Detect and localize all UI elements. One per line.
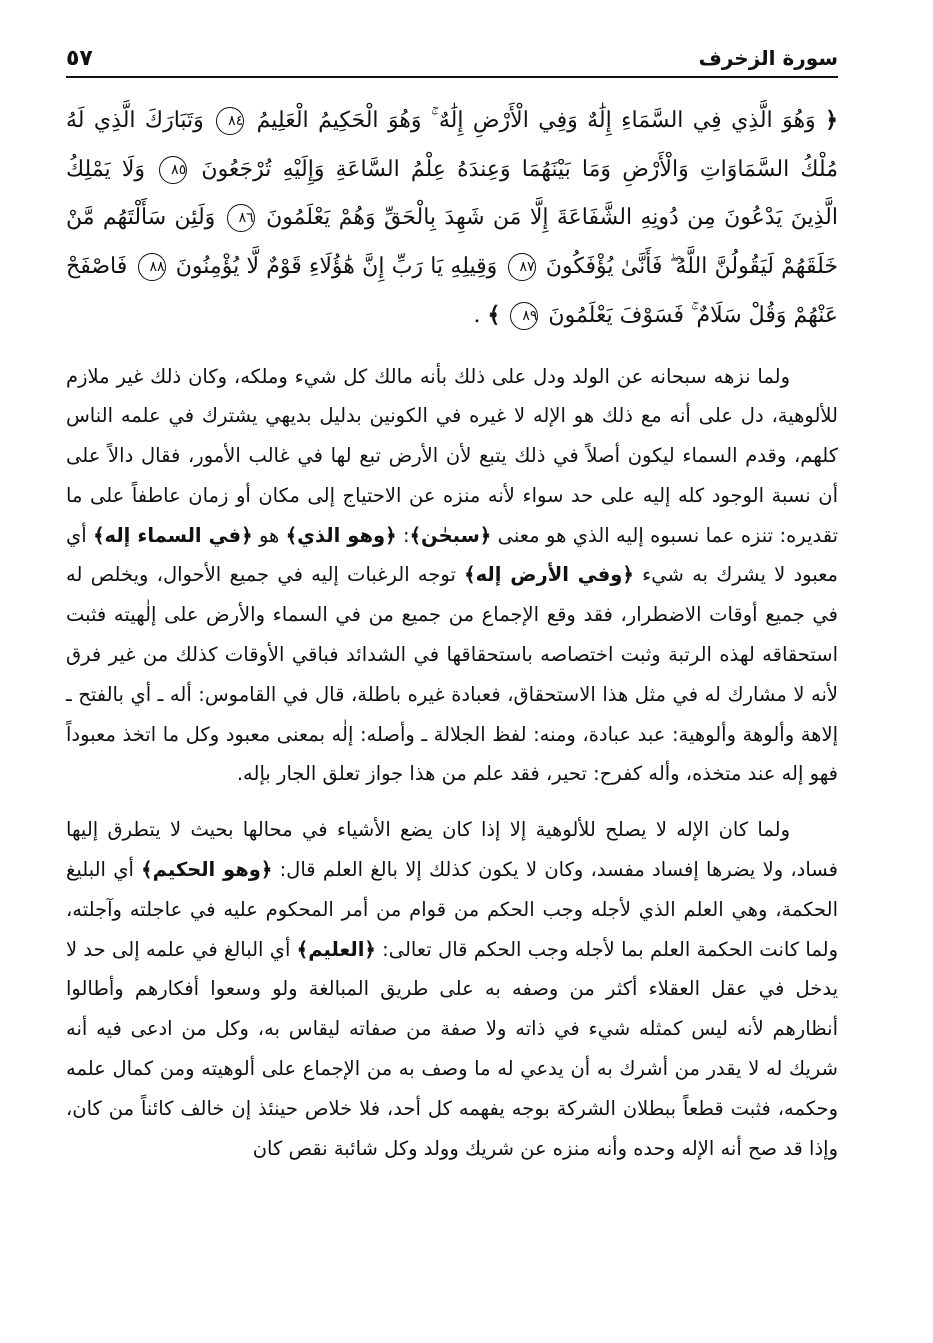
- quoted-phrase: ﴿في السماء إله﴾: [93, 523, 253, 547]
- verse-text: فَاصْفَحْ عَنْهُمْ وَقُلْ سَلَامٌ ۚ فَسَوْفَ يَعْلَمُونَ: [66, 253, 838, 328]
- surah-title: سورة الزخرف: [698, 46, 838, 70]
- commentary-paragraph: [66, 810, 838, 1168]
- verse-text: وَهُوَ الَّذِي فِي السَّمَاءِ إِلَٰهٌ وَفِي الْأَرْضِ إِلَٰهٌ ۚ وَهُوَ الْحَكِيمُ الْعَلِيمُ: [256, 108, 816, 133]
- quoted-phrase: ﴿وهو الذي﴾: [285, 523, 397, 547]
- quoted-phrase: ﴿العليم﴾: [296, 937, 376, 961]
- paragraph-text: :: [403, 523, 410, 547]
- verse-end-mark: .: [473, 303, 481, 328]
- verse-number-marker: ٨٥: [159, 156, 187, 184]
- verse-text: وَتَبَارَكَ الَّذِي لَهُ مُلْكُ السَّمَاوَاتِ وَالْأَرْضِ وَمَا بَيْنَهُمَا وَعِندَهُ عِلْمُ السَّاعَةِ وَإِلَيْهِ تُرْجَعُونَ: [66, 108, 838, 182]
- paragraph-text: ولما كان الإله لا يصلح للألوهية إلا إذا كان يضع الأشياء في محالها بحيث لا يتطرق إليها فساد، ولا يضرها إفساد مفسد، وكان لا يكون كذلك إلا بالغ العلم قال:: [66, 818, 838, 882]
- verse-text: وَقِيلِهِ يَا رَبِّ إِنَّ هَٰؤُلَاءِ قَوْمٌ لَّا يُؤْمِنُونَ: [175, 253, 498, 279]
- quoted-phrase: ﴿وهو الحكيم﴾: [141, 858, 273, 882]
- book-page: [66, 36, 838, 1326]
- paragraph-text: أي البالغ في علمه إلى حد لا يدخل في عقل العقلاء أكثر من وصفه به على طريق المبالغة ولو وسعوا أفكارهم وأطالوا أنظارهم لأنه ليس كمثله شيء في ذاته ولا صفة من صفاته ليقاس به، وكل من ادعى فيه أنه شريك له لا يقدر من أشرك به أن يدعي له ما وصف به من الإجماع على ألوهيته ومن كمال علمه وحكمه، فثبت قطعاً ببطلان الشركة بوجه يفهمه كل أحد، فلا خلاص حينئذ إن خالف كائناً من كان، وإذا قد صح أنه الإله وحده وأنه منزه عن شريك وولد وكل شائبة نقص كان: [66, 937, 838, 1160]
- paragraph-text: توجه الرغبات إليه في جميع الأحوال، ويخلص له في جميع أوقات الاضطرار، فقد وقع الإجماع من جميع من في السماء والأرض على إلٰهيته فثبت استحقاقه لهذه الرتبة وثبت اختصاصه باستحقاقها في الشدائد فباقي الأوقات كذلك من غير فرق لأنه لا مشارك له في مثل هذا الاستحقاق، فعبادة غيره باطلة، قال في القاموس: أله ـ أي بالفتح ـ إلاهة وألوهة وألوهية: عبد عبادة، ومنه: لفظ الجلالة ـ وأصله: إلٰه بمعنى معبود وكل ما اتخذ معبوداً فهو إله عند متخذه، وأله كفرح: تحير، فقد علم من هذا جواز تعلق الجار بإله.: [66, 563, 838, 786]
- verse-open-bracket: ﴿: [825, 107, 839, 133]
- verse-close-bracket: ﴾: [487, 302, 501, 328]
- verse-number-marker: ٨٩: [510, 302, 538, 330]
- paragraph-text: هو: [258, 523, 280, 547]
- verse-text: وَلَئِن سَأَلْتَهُم مَّنْ خَلَقَهُمْ لَيَقُولُنَّ اللَّهُ ۖ فَأَنَّىٰ يُؤْفَكُونَ: [66, 205, 838, 279]
- commentary: [66, 357, 838, 1169]
- page-number: ٥٧: [66, 46, 93, 71]
- verse-number-marker: ٨٦: [227, 204, 255, 232]
- running-head: [66, 36, 838, 78]
- quoted-phrase: ﴿وفي الأرض إله﴾: [464, 563, 634, 587]
- verse-text: وَلَا يَمْلِكُ الَّذِينَ يَدْعُونَ مِن دُونِهِ الشَّفَاعَةَ إِلَّا مَن شَهِدَ بِالْحَقِّ وَهُمْ يَعْلَمُونَ: [66, 156, 839, 230]
- verse-number-marker: ٨٨: [138, 253, 166, 281]
- paragraph-text: أي معبود لا يشرك به شيء: [66, 523, 838, 587]
- paragraph-text: أي البليغ الحكمة، وهي العلم الذي لأجله وجب الحكم من قوام من أمر المحكوم عليه في عاجلته وآجلته، ولما كانت الحكمة العلم بما لأجله وجب الحكم قال تعالى:: [66, 858, 838, 961]
- paragraph-text: ولما نزهه سبحانه عن الولد ودل على ذلك بأنه مالك كل شيء وملكه، وكان ذلك غير ملازم للألوهية، دل على أنه مع ذلك هو الإله لا غيره في الكونين بدليل بديهي يشترك في علمه الناس كلهم، وقدم السماء ليكون أصلاً في ذلك يتبع لأن الأرض تبع لها في غالب الأمور، فقال دالاً على أن نسبة الوجود كله إليه على حد سواء لأنه منزه عن الاحتياج إلى مكان أو زمان عاطفاً على ما تقديره: تنزه عما نسبوه إليه الذي هو معنى: [66, 364, 839, 547]
- quoted-phrase: ﴿سبحٰن﴾: [409, 523, 492, 547]
- quran-verses: [66, 96, 838, 341]
- verse-number-marker: ٨٤: [216, 107, 244, 135]
- verse-number-marker: ٨٧: [508, 253, 536, 281]
- commentary-paragraph: [66, 357, 838, 795]
